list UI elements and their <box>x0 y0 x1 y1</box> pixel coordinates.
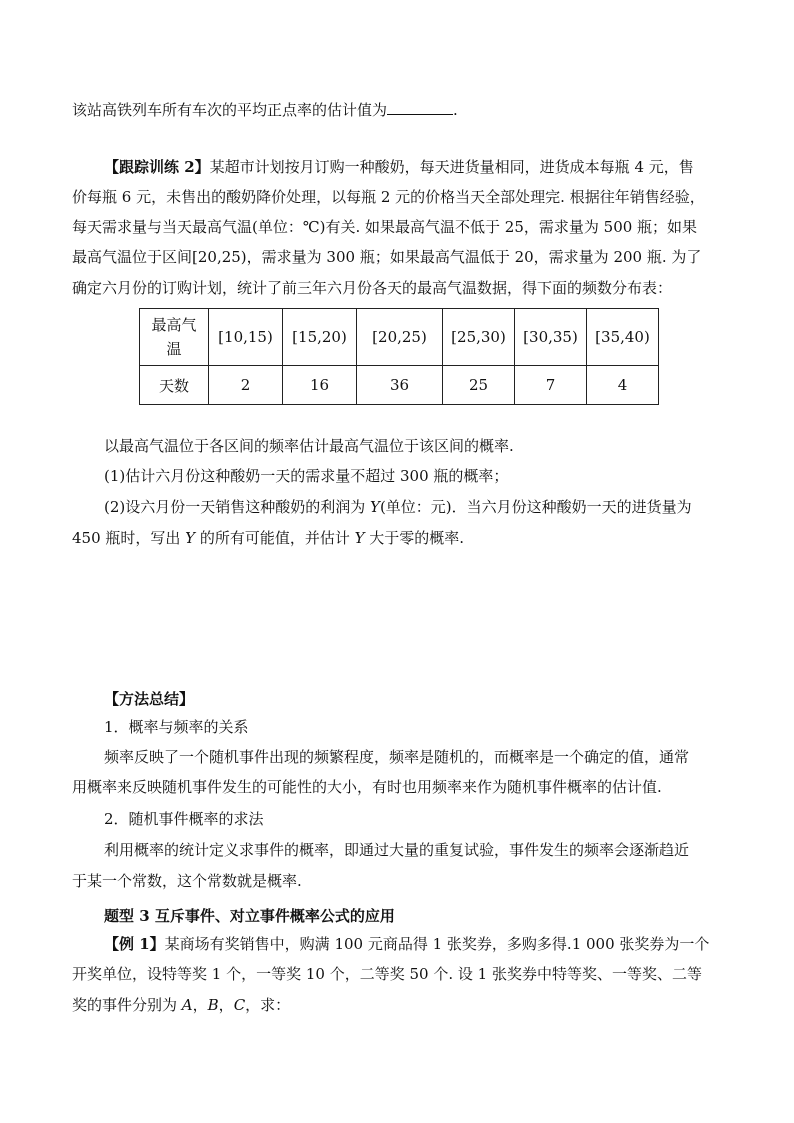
exercise2-line-1 <box>104 157 764 177</box>
table-row-days <box>140 366 659 405</box>
table-header-days: 天数 <box>140 366 209 405</box>
table-cell-interval: [25,30) <box>443 309 515 366</box>
example-1-text-3: 奖的事件分别为 <box>72 996 182 1014</box>
table-cell-interval: [15,20) <box>283 309 357 366</box>
summary-heading-2: 2．随机事件概率的求法 <box>104 810 264 828</box>
summary-paragraph-2-line-1: 利用概率的统计定义求事件的概率，即通过大量的重复试验，事件发生的频率会逐渐趋近 <box>104 841 690 859</box>
table-cell-days: 16 <box>283 366 357 405</box>
question-2-text-c: 450 瓶时，写出 <box>72 529 186 547</box>
example-1-line-3 <box>72 995 732 1015</box>
question-2-line-1 <box>104 497 764 517</box>
exercise2-line-2: 价每瓶 6 元，未售出的酸奶降价处理，以每瓶 2 元的价格当天全部处理完. 根据往年销售经验， <box>72 188 705 206</box>
separator: ， <box>192 996 208 1014</box>
table-cell-days: 4 <box>587 366 659 405</box>
table-cell-interval: [10,15) <box>209 309 283 366</box>
variable-y: Y <box>354 529 365 547</box>
separator: ， <box>218 996 234 1014</box>
exercise2-text-1: 某超市计划按月订购一种酸奶，每天进货量相同，进货成本每瓶 4 元，售 <box>209 158 694 176</box>
example-1-text-4: ，求： <box>245 996 291 1014</box>
table-cell-days: 2 <box>209 366 283 405</box>
variable-y: Y <box>185 529 196 547</box>
previous-question-text: 该站高铁列车所有车次的平均正点率的估计值为 <box>72 101 388 119</box>
question-2-text-b: (单位：元)．当六月份这种酸奶一天的进货量为 <box>379 498 692 516</box>
table-cell-days: 7 <box>515 366 587 405</box>
table-cell-days: 36 <box>357 366 443 405</box>
question-2-line-2 <box>72 528 732 548</box>
summary-paragraph-1-line-2: 用概率来反映随机事件发生的可能性的大小，有时也用频率来作为随机事件概率的估计值. <box>72 778 662 796</box>
example-1-line-1 <box>104 934 764 954</box>
summary-heading-1: 1．概率与频率的关系 <box>104 718 249 736</box>
example-1-line-2: 开奖单位，设特等奖 1 个，一等奖 10 个，二等奖 50 个. 设 1 张奖券中特等奖、一等奖、二等 <box>72 965 702 983</box>
question-1: (1)估计六月份这种酸奶一天的需求量不超过 300 瓶的概率； <box>104 467 509 485</box>
question-2-text-a: (2)设六月份一天销售这种酸奶的利润为 <box>104 498 371 516</box>
exercise2-label: 【跟踪训练 2】 <box>104 158 210 176</box>
table-row-temperature <box>140 309 659 366</box>
question-2-text-e: 大于零的概率. <box>364 529 465 547</box>
table-cell-interval: [30,35) <box>515 309 587 366</box>
event-b: B <box>207 996 219 1014</box>
question-2-text-d: 的所有可能值，并估计 <box>195 529 355 547</box>
summary-paragraph-1-line-1: 频率反映了一个随机事件出现的频繁程度，频率是随机的，而概率是一个确定的值，通常 <box>104 748 690 766</box>
example-1-label: 【例 1】 <box>104 935 165 953</box>
previous-question-tail <box>72 100 732 120</box>
event-c: C <box>233 996 246 1014</box>
exercise2-line-3: 每天需求量与当天最高气温(单位：℃)有关. 如果最高气温不低于 25，需求量为 500 瓶；如果 <box>72 218 698 236</box>
event-a: A <box>181 996 193 1014</box>
table-cell-interval: [20,25) <box>357 309 443 366</box>
table-header-temperature: 最高气温 <box>140 309 209 366</box>
exercise2-line-5: 确定六月份的订购计划，统计了前三年六月份各天的最高气温数据，得下面的频数分布表： <box>72 279 673 297</box>
summary-paragraph-2-line-2: 于某一个常数，这个常数就是概率. <box>72 872 302 890</box>
answer-blank[interactable] <box>387 100 453 115</box>
example-1-text-1: 某商场有奖销售中，购满 100 元商品得 1 张奖券，多购多得.1 000 张奖券为一个 <box>164 935 710 953</box>
table-cell-days: 25 <box>443 366 515 405</box>
method-summary-heading: 【方法总结】 <box>104 690 195 708</box>
table-cell-interval: [35,40) <box>587 309 659 366</box>
section-title-type3: 题型 3 互斥事件、对立事件概率公式的应用 <box>104 907 395 925</box>
exercise2-line-4: 最高气温位于区间[20,25)，需求量为 300 瓶；如果最高气温低于 20，需求量为 200 瓶. 为了 <box>72 248 702 266</box>
previous-question-end: . <box>453 101 458 119</box>
frequency-table <box>139 308 659 405</box>
after-table-text: 以最高气温位于各区间的频率估计最高气温位于该区间的概率. <box>104 437 514 455</box>
variable-y: Y <box>370 498 380 516</box>
